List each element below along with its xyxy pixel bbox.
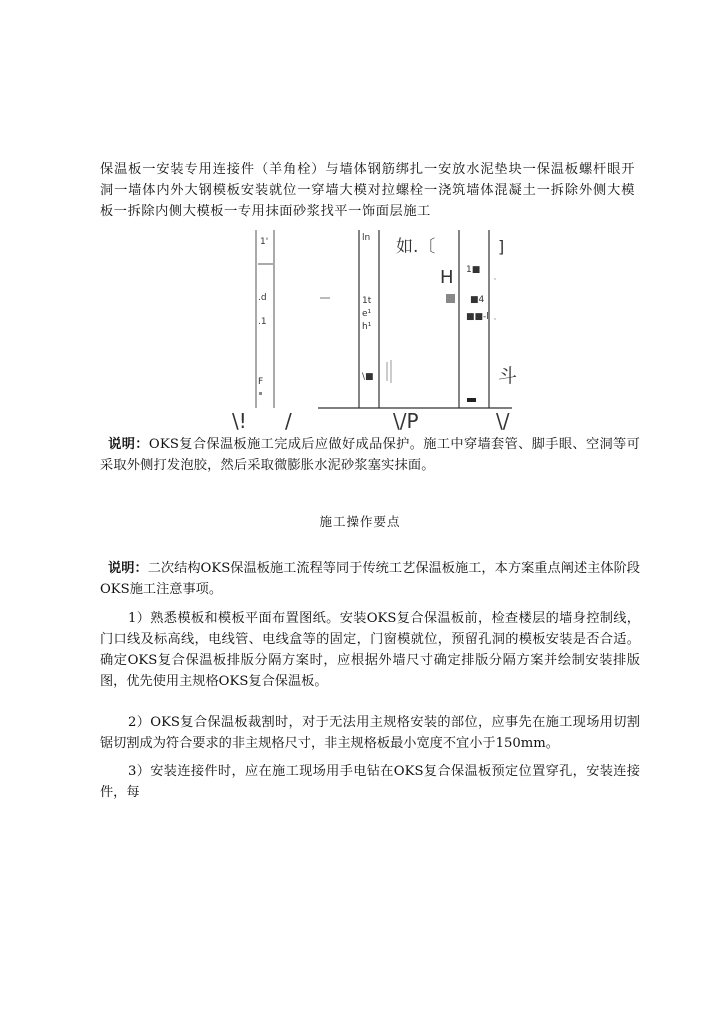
note-label: 说明： <box>108 437 149 452</box>
diagram-label: h¹ <box>362 322 372 332</box>
note-label: 说明： <box>108 561 148 576</box>
diagram-label: ] <box>498 237 505 256</box>
diagram-label: 如.〔 <box>396 237 436 257</box>
list-item-text: 3）安装连接件时，应在施工现场用手电钻在OKS复合保温板预定位置穿孔，安装连接件，每 <box>100 764 640 800</box>
section-heading: 施工操作要点 <box>319 514 401 529</box>
list-item-text: 2）OKS复合保温板裁割时，对于无法用主规格安装的部位，应事先在施工现场用切割锯切割成为符合要求的非主规格尺寸，非主规格板最小宽度不宜小于150mm。 <box>100 715 640 751</box>
diagram-label: F <box>258 377 264 387</box>
list-item <box>100 761 640 803</box>
list-item-text: 1）熟悉模板和模板平面布置图纸。安装OKS复合保温板前，检查楼层的墙身控制线，门口线及标高线，电线管、电线盒等的固定，门窗模就位，预留孔洞的模板安装是否合适。确定OKS复合保温板排版分隔方案时，应根据外墙尺寸确定排版分隔方案并绘制安装排版图，优先使用主规格OKS复合保温板。 <box>100 611 640 689</box>
note-protection <box>100 434 640 476</box>
diagram-block <box>320 297 330 299</box>
diagram-label: ■4 <box>470 295 485 305</box>
diagram-label: / <box>285 409 292 433</box>
diagram-label: 斗 <box>498 365 518 387</box>
diagram-label: .1 <box>258 317 267 327</box>
construction-flow-text: 保温板一安装专用连接件（羊角栓）与墙体钢筋绑扎一安放水泥垫块一保温板螺杆眼开洞一墙体内外大钢模板安装就位一穿墙大模对拉螺栓一浇筑墙体混凝土一拆除外侧大模板一拆除内侧大模板一专用抹面砂浆找平一饰面层施工 <box>100 162 635 219</box>
diagram-label: 1' <box>260 237 269 247</box>
diagram-label: 1■ <box>466 265 481 275</box>
note-secondary-structure <box>100 558 640 600</box>
diagram-label: .d <box>258 293 267 303</box>
note-text: 二次结构OKS保温板施工流程等同于传统工艺保温板施工，本方案重点阐述主体阶段OKS施工注意事项。 <box>100 561 640 597</box>
diagram-label: \/P <box>393 409 419 433</box>
list-item <box>100 608 640 692</box>
diagram-block <box>259 392 262 395</box>
diagram-label: e¹ <box>362 309 372 319</box>
list-item <box>100 712 640 754</box>
diagram-label: ■■-l <box>466 312 489 322</box>
diagram-label: H <box>440 267 454 288</box>
note-text: OKS复合保温板施工完成后应做好成品保护。施工中穿墙套管、脚手眼、空洞等可采取外侧打发泡胶，然后采取微膨胀水泥砂浆塞实抹面。 <box>100 437 640 473</box>
diagram-label: \/ <box>496 409 510 433</box>
diagram-block <box>446 294 455 303</box>
diagram-label: 1t <box>362 296 372 306</box>
diagram-label: \! <box>232 409 247 433</box>
diagram-label: ln <box>362 233 371 243</box>
diagram-block <box>467 398 476 402</box>
diagram-label: \■ <box>362 372 374 382</box>
